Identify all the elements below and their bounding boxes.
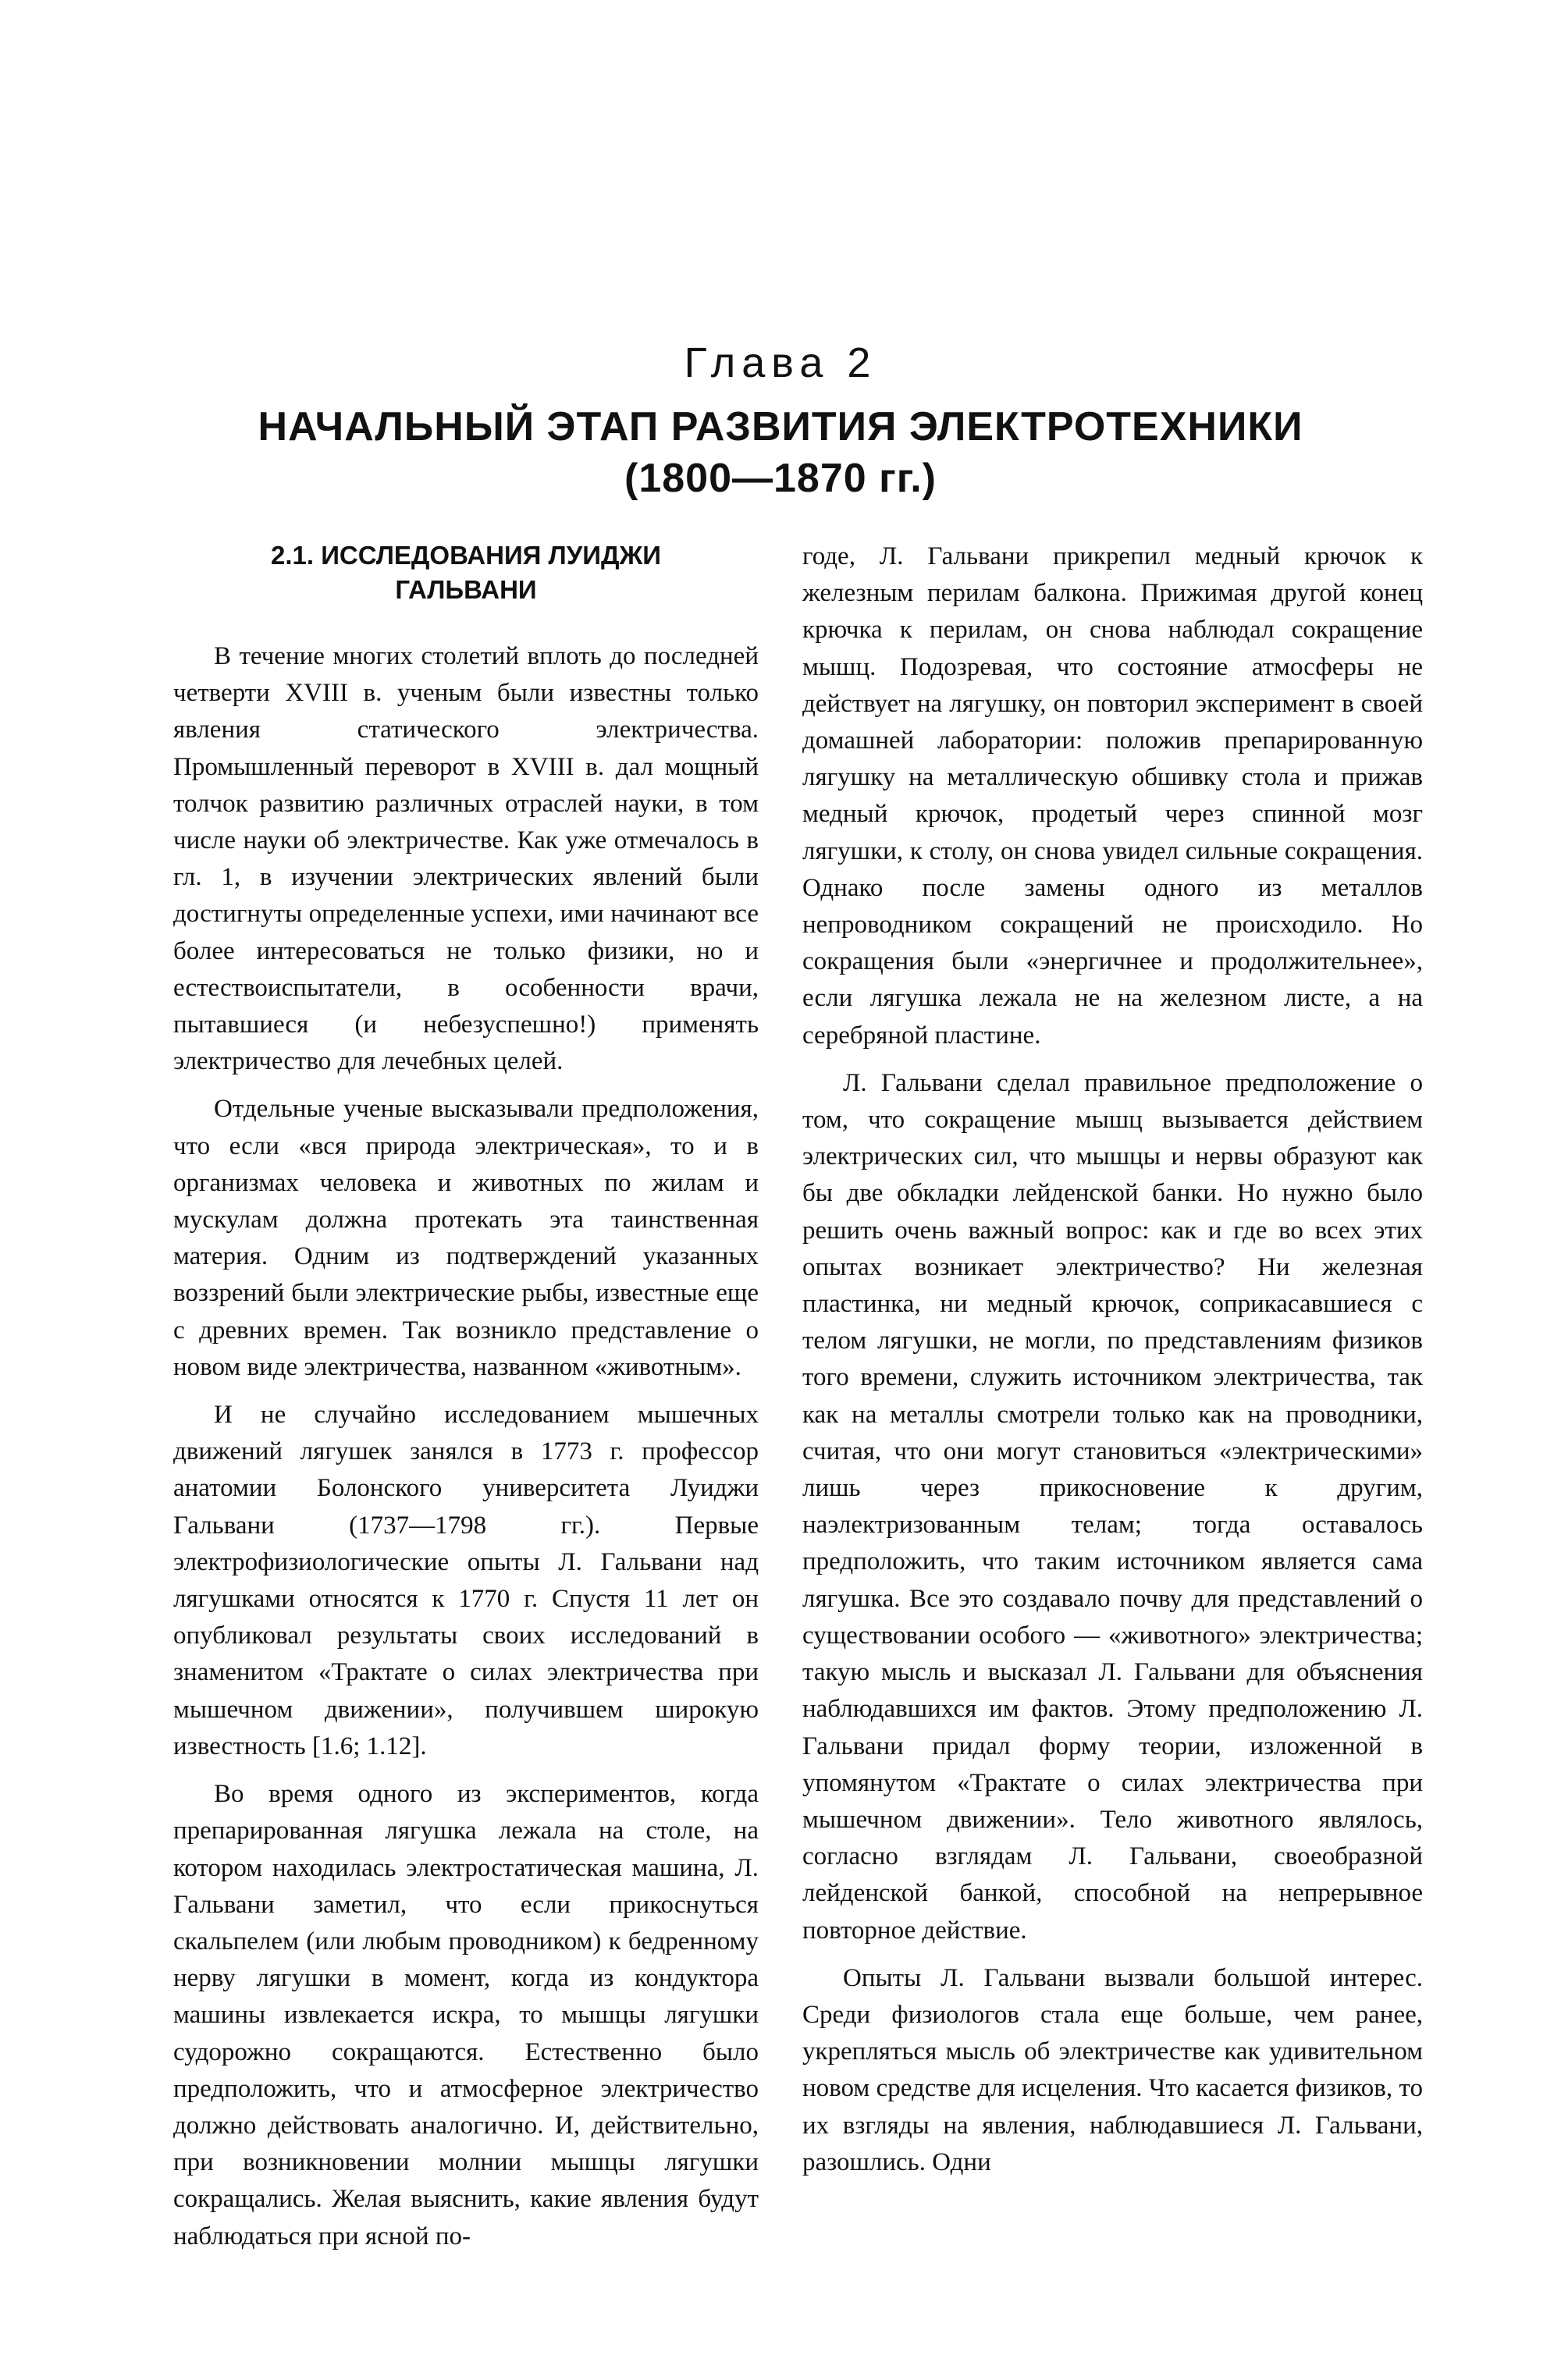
paragraph: Отдельные ученые высказывали предположения, что если «вся природа электрическая», то и в организмах человека и животных по жилам и мускулам должна протекать эта таинственная материя. Одним из подтверждений указанных воззрений были электрические рыбы, известные еще с древних времен. Так возникло представление о новом виде электричества, названном «животным». [173, 1095, 759, 1381]
paragraph-continued: годе, Л. Гальвани прикрепил медный крючок к железным перилам балкона. Прижимая другой конец крючка к перилам, он снова наблюдал сокращение мышц. Подозревая, что состояние атмосферы не действует на лягушку, он повторил эксперимент в своей домашней лаборатории: положив препарированную лягушку на металлическую обшивку стола и прижав медный крючок, продетый через спинной мозг лягушки, к столу, он снова увидел сильные сокращения. Однако после замены одного из металлов непроводником сокращений не происходило. Но сокращения были «энергичнее и продолжительнее», если лягушка лежала не на железном листе, а на серебряной пластине. [802, 542, 1423, 1050]
paragraph: В течение многих столетий вплоть до последней четверти XVIII в. ученым были известны только явления статического электричества. Промышленный переворот в XVIII в. дал мощный толчок развитию различных отраслей науки, в том числе науки об электричестве. Как уже отмечалось в гл. 1, в изучении электрических явлений были достигнуты определенные успехи, ими начинают все более интересоваться не только физики, но и естествоиспытатели, в особенности врачи, пытавшиеся (и небезуспешно!) применять электричество для лечебных целей. [173, 642, 759, 1076]
paragraph: Опыты Л. Гальвани вызвали большой интерес. Среди физиологов стала еще больше, чем ранее, укрепляться мысль об электричестве как удивительном новом средстве для исцеления. Что касается физиков, то их взгляды на явления, наблюдавшиеся Л. Гальвани, разошлись. Одни [802, 1963, 1423, 2176]
left-column [173, 538, 759, 2266]
chapter-title [0, 401, 1561, 504]
section-heading-line-1: 2.1. ИССЛЕДОВАНИЯ ЛУИДЖИ [270, 541, 662, 570]
chapter-title-line-1: НАЧАЛЬНЫЙ ЭТАП РАЗВИТИЯ ЭЛЕКТРОТЕХНИКИ [258, 404, 1303, 449]
paragraph: Л. Гальвани сделал правильное предположение о том, что сокращение мышц вызывается действием электрических сил, что мышцы и нервы образуют как бы две обкладки лейденской банки. Но нужно было решить очень важный вопрос: как и где во всех этих опытах возникает электричество? Ни железная пластинка, ни медный крючок, соприкасавшиеся с телом лягушки, не могли, по представлениям физиков того времени, служить источником электричества, так как на металлы смотрели только как на проводники, считая, что они могут становиться «электрическими» лишь через прикосновение к другим, наэлектризованным телам; тогда оставалось предположить, что таким источником является сама лягушка. Все это создавало почву для представлений о существовании особого — «животного» электричества; такую мысль и высказал Л. Гальвани для объяснения наблюдавшихся им фактов. Этому предположению Л. Гальвани придал форму теории, изложенной в упомянутом «Трактате о силах электричества при мышечном движении». Тело животного являлось, согласно взглядам Л. Гальвани, своеобразной лейденской банкой, способной на непрерывное повторное действие. [802, 1068, 1423, 1945]
right-column [802, 538, 1423, 2192]
paragraph: И не случайно исследованием мышечных движений лягушек занялся в 1773 г. профессор анатомии Болонского университета Луиджи Гальвани (1737—1798 гг.). Первые электрофизиологические опыты Л. Гальвани над лягушками относятся к 1770 г. Спустя 11 лет он опубликовал результаты своих исследований в знаменитом «Трактате о силах электричества при мышечном движении», получившем широкую известность [1.6; 1.12]. [173, 1401, 759, 1760]
paragraph: Во время одного из экспериментов, когда препарированная лягушка лежала на столе, на котором находилась электростатическая машина, Л. Гальвани заметил, что если прикоснуться скальпелем (или любым проводником) к бедренному нерву лягушки в момент, когда из кондуктора машины извлекается искра, то мышцы лягушки судорожно сокращаются. Естественно было предположить, что и атмосферное электричество должно действовать аналогично. И, действительно, при возникновении молнии мышцы лягушки сокращались. Желая выяснить, какие явления будут наблюдаться при ясной по- [173, 1780, 759, 2250]
chapter-label: Глава 2 [684, 339, 877, 386]
section-heading-line-2: ГАЛЬВАНИ [395, 575, 537, 604]
chapter-title-line-2: (1800—1870 гг.) [624, 456, 937, 501]
section-heading [173, 538, 759, 607]
